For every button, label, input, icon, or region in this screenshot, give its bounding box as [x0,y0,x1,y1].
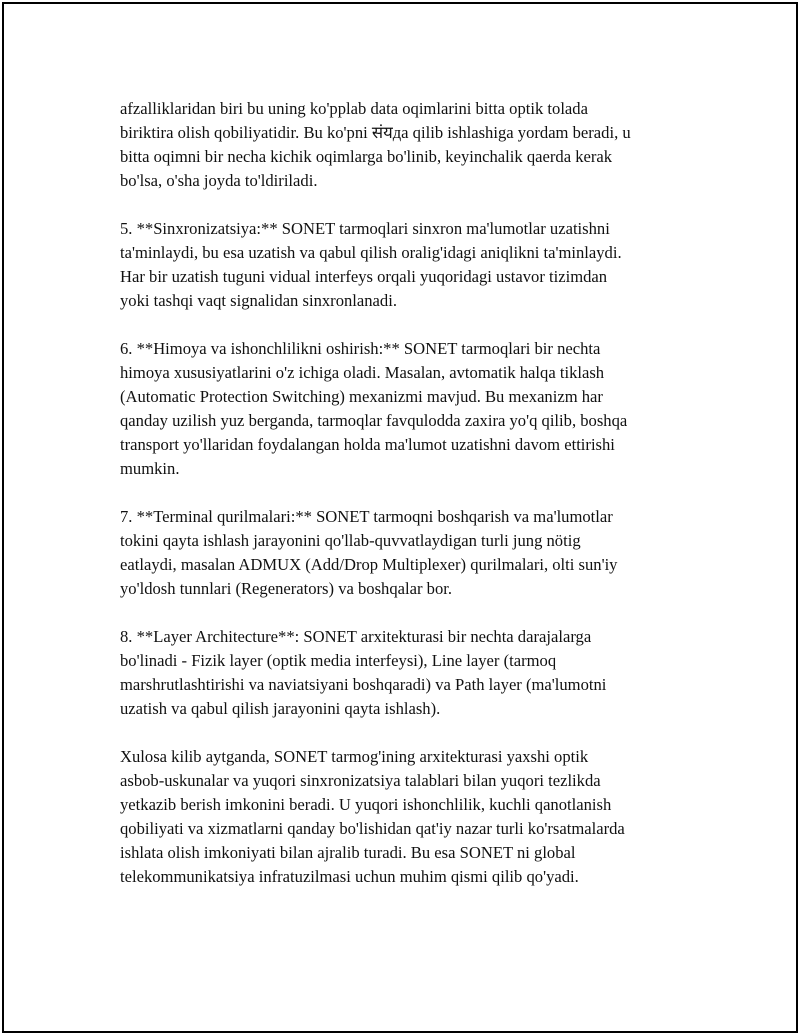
text-line: marshrutlashtirishi va naviatsiyani boshqaradi) va Path layer (ma'lumotni [120,675,607,694]
document-body [120,97,700,913]
document-page [2,2,798,1033]
text-line: yo'ldosh tunnlari (Regenerators) va boshqalar bor. [120,579,453,598]
text-line: yoki tashqi vaqt signalidan sinxronlanadi. [120,291,397,310]
text-line: telekommunikatsiya infratuzilmasi uchun muhim qismi qilib qo'yadi. [120,867,579,886]
text-line: Xulosa kilib aytganda, SONET tarmog'ining arxitekturasi yaxshi optik [120,747,589,766]
paragraph-item-6 [120,337,700,481]
text-line: himoya xususiyatlarini o'z ichiga oladi. Masalan, avtomatik halqa tiklash [120,363,605,382]
text-line: tokini qayta ishlash jarayonini qo'llab-quvvatlaydigan turli jung nötig [120,531,581,550]
text-line: 6. **Himoya va ishonchlilikni oshirish:** SONET tarmoqlari bir nechta [120,339,601,358]
text-line: qanday uzilish yuz berganda, tarmoqlar favqulodda zaxira yo'q qilib, boshqa [120,411,628,430]
text-line: ta'minlaydi, bu esa uzatish va qabul qilish oralig'idagi aniqlikni ta'minlaydi. [120,243,622,262]
text-line: ishlata olish imkoniyati bilan ajralib turadi. Bu esa SONET ni global [120,843,576,862]
text-line: (Automatic Protection Switching) mexanizmi mavjud. Bu mexanizm har [120,387,603,406]
paragraph-item-5 [120,217,700,313]
text-line: asbob-uskunalar va yuqori sinxronizatsiya talablari bilan yuqori tezlikda [120,771,601,790]
text-line: 8. **Layer Architecture**: SONET arxitekturasi bir nechta darajalarga [120,627,592,646]
paragraph-intro-continuation [120,97,700,193]
text-line: uzatish va qabul qilish jarayonini qayta ishlash). [120,699,441,718]
text-line: 5. **Sinxronizatsiya:** SONET tarmoqlari sinxron ma'lumotlar uzatishni [120,219,610,238]
text-line: bitta oqimni bir necha kichik oqimlarga bo'linib, keyinchalik qaerda kerak [120,147,613,166]
text-line: mumkin. [120,459,180,478]
text-line: biriktira olish qobiliyatidir. Bu ko'pni संयда qilib ishlashiga yordam beradi, u [120,123,631,142]
text-line: afzalliklaridan biri bu uning ko'pplab data oqimlarini bitta optik tolada [120,99,588,118]
text-line: bo'linadi - Fizik layer (optik media interfeysi), Line layer (tarmoq [120,651,557,670]
text-line: qobiliyati va xizmatlarni qanday bo'lishidan qat'iy nazar turli ko'rsatmalarda [120,819,625,838]
text-line: yetkazib berish imkonini beradi. U yuqori ishonchlilik, kuchli qanotlanish [120,795,612,814]
paragraph-item-8 [120,625,700,721]
text-line: 7. **Terminal qurilmalari:** SONET tarmoqni boshqarish va ma'lumotlar [120,507,613,526]
paragraph-conclusion [120,745,700,889]
paragraph-item-7 [120,505,700,601]
text-line: transport yo'llaridan foydalangan holda ma'lumot uzatishni davom ettirishi [120,435,615,454]
text-line: bo'lsa, o'sha joyda to'ldiriladi. [120,171,318,190]
text-line: eatlaydi, masalan ADMUX (Add/Drop Multiplexer) qurilmalari, olti sun'iy [120,555,618,574]
text-line: Har bir uzatish tuguni vidual interfeys orqali yuqoridagi ustavor tizimdan [120,267,608,286]
